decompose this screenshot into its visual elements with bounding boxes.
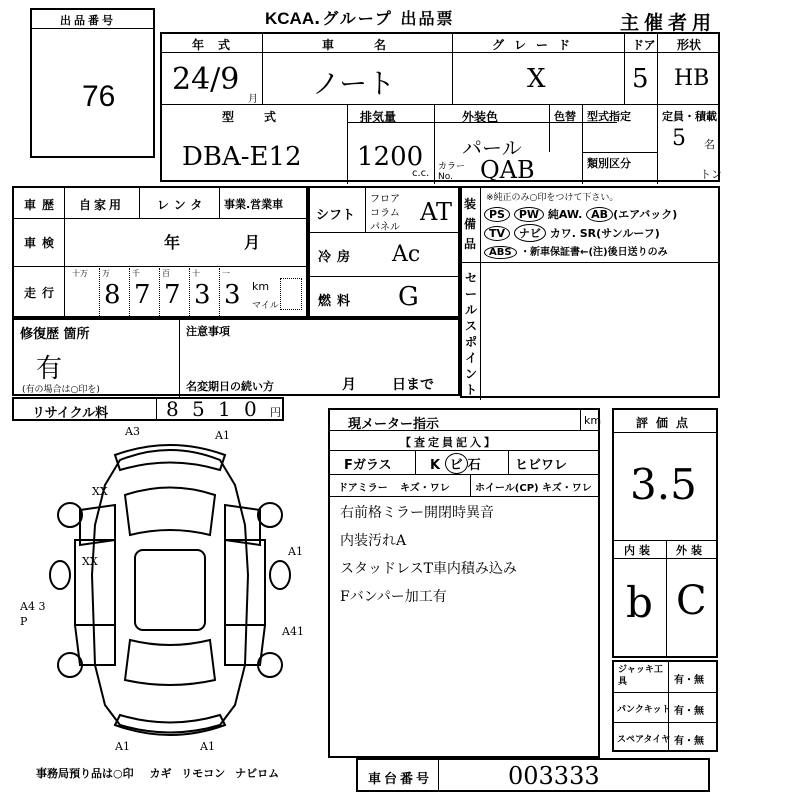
inspector-note: 右前格ミラー開閉時異音 bbox=[340, 505, 494, 521]
shift-label: シフト bbox=[316, 208, 356, 223]
digit-header: 千 bbox=[132, 269, 140, 278]
score-value: 3.5 bbox=[630, 460, 697, 509]
digit-header: 一 bbox=[222, 269, 230, 278]
name-value: ノート bbox=[312, 67, 396, 100]
diagram-mark-xx-front: XX bbox=[92, 485, 108, 498]
type-spec-label: 型式指定 bbox=[587, 110, 631, 123]
history-opt2: レンタ bbox=[157, 198, 208, 212]
wheel-options[interactable]: キズ・ワレ bbox=[542, 483, 592, 494]
history-opt3: 事業.営業車 bbox=[224, 198, 284, 211]
office-note: 事務局預り品は○印 bbox=[36, 767, 134, 780]
color-label: 外装色 bbox=[462, 110, 499, 124]
sales-point-label: セールスポイント bbox=[465, 271, 478, 397]
fuel-value: G bbox=[398, 282, 419, 312]
inspection-month: 月 bbox=[244, 233, 261, 252]
jack-label: ジャッキ工具 bbox=[618, 665, 663, 687]
digit-header: 百 bbox=[162, 269, 170, 278]
shape-value: HB bbox=[674, 66, 710, 91]
class-label: 類別区分 bbox=[587, 157, 631, 170]
diagram-mark-a1-bl: A1 bbox=[115, 740, 130, 753]
wheel-label: ホイール(CP) bbox=[475, 483, 539, 494]
shift-table bbox=[308, 186, 460, 318]
displacement-label: 排気量 bbox=[360, 110, 397, 124]
interior-value: b bbox=[626, 578, 653, 627]
airbag-text: (エアバック) bbox=[613, 208, 678, 221]
repair-table bbox=[12, 318, 460, 396]
equipment-row3 bbox=[484, 243, 668, 259]
inspector-note: 内装汚れA bbox=[340, 533, 407, 549]
diagram-mark-a41: A41 bbox=[282, 625, 304, 638]
cc-unit: c.c. bbox=[412, 168, 430, 179]
lot-number: 76 bbox=[82, 80, 116, 113]
remote-item[interactable]: リモコン bbox=[181, 767, 226, 780]
mileage-digit: 3 bbox=[194, 280, 211, 310]
mile-unit: マイル bbox=[252, 301, 279, 311]
history-label: 車歴 bbox=[24, 198, 61, 212]
mileage-digit: 7 bbox=[134, 280, 151, 310]
fuel-label: 燃料 bbox=[318, 294, 357, 309]
diagram-mark-a1-right: A1 bbox=[288, 545, 303, 558]
mileage-digit: 8 bbox=[104, 280, 121, 310]
equipment-table bbox=[460, 186, 720, 398]
year-value: 24/9 bbox=[172, 62, 240, 97]
shift-floor: フロア bbox=[370, 194, 400, 205]
chassis-label: 車台番号 bbox=[368, 772, 433, 787]
transfer-label: 名変期日の続い方 bbox=[186, 380, 274, 393]
color-value: パール bbox=[462, 136, 522, 160]
equipment-row2 bbox=[484, 224, 660, 242]
keys-item[interactable]: カギ bbox=[149, 767, 172, 780]
abs-option[interactable]: ABS bbox=[484, 246, 517, 259]
grade-label: グレード bbox=[492, 38, 581, 52]
repair-label: 修復歴 箇所 bbox=[20, 327, 90, 342]
inspector-note: Fバンパー加工有 bbox=[340, 589, 447, 605]
history-opt1: 自家用 bbox=[79, 198, 125, 212]
digit-header: 十 bbox=[192, 269, 200, 278]
model-label: 型式 bbox=[222, 110, 307, 124]
ac-value: Ac bbox=[392, 242, 421, 267]
leather-option[interactable]: カワ. bbox=[549, 227, 576, 240]
score-table bbox=[612, 408, 718, 658]
history-table bbox=[12, 186, 308, 318]
km-unit: km bbox=[252, 280, 270, 293]
diagram-mark-a1-top: A1 bbox=[215, 429, 230, 442]
inspection-label: 車検 bbox=[24, 236, 61, 250]
equipment-label: 装備品 bbox=[464, 197, 477, 251]
mileage-digit: 7 bbox=[164, 280, 181, 310]
shape-label: 形状 bbox=[677, 38, 702, 52]
exterior-label: 外装 bbox=[676, 544, 706, 557]
capacity-value: 5 bbox=[672, 126, 686, 151]
office-items bbox=[36, 765, 279, 781]
doors-label: ドア bbox=[632, 38, 656, 52]
lot-box bbox=[30, 8, 155, 158]
chassis-table bbox=[356, 758, 710, 792]
chip-label-k: K bbox=[430, 458, 441, 473]
capacity-unit-person: 名 bbox=[704, 138, 715, 151]
interior-label: 内装 bbox=[624, 544, 654, 557]
diagram-mark-p: P bbox=[20, 615, 28, 628]
diagram-mark-a3: A3 bbox=[125, 425, 140, 438]
jack-value[interactable]: 有・無 bbox=[674, 675, 704, 686]
capacity-label: 定員・積載 bbox=[662, 110, 717, 123]
lot-label: 出品番号 bbox=[60, 14, 116, 27]
digit-header: 十万 bbox=[72, 269, 88, 278]
doors-value: 5 bbox=[632, 64, 649, 94]
diagram-mark-xx-side: XX bbox=[82, 555, 98, 568]
color-no-label: カラーNo. bbox=[438, 162, 466, 182]
model-value: DBA-E12 bbox=[182, 142, 302, 172]
navi-item[interactable]: ナビロム bbox=[235, 767, 280, 780]
score-label: 評価点 bbox=[636, 416, 697, 430]
diagram-mark-a1-br: A1 bbox=[200, 740, 215, 753]
glass-label: Fガラス bbox=[344, 458, 392, 473]
vehicle-table bbox=[160, 32, 720, 182]
recycle-digit: 8 bbox=[166, 397, 179, 421]
pw-option[interactable]: PW bbox=[514, 207, 544, 222]
remarks-label: 注意事項 bbox=[186, 325, 230, 338]
equipment-note: ※純正のみ○印をつけて下さい。 bbox=[486, 193, 619, 203]
inspector-label: 【査定員記入】 bbox=[400, 436, 498, 449]
transfer-day: 日まで bbox=[392, 377, 434, 393]
shift-panel: パネル bbox=[370, 222, 400, 233]
chip-field bbox=[430, 453, 481, 474]
accessory-table bbox=[612, 660, 718, 752]
year-label: 年式 bbox=[192, 38, 245, 52]
title-rest: .グループ 出品票 bbox=[314, 9, 455, 28]
recycle-digit: 0 bbox=[244, 397, 257, 421]
meter-unit: km bbox=[584, 414, 602, 427]
exterior-value: C bbox=[676, 578, 707, 624]
recycle-unit: 円 bbox=[270, 406, 281, 419]
diagram-mark-a43: A4 3 bbox=[20, 600, 46, 613]
mileage-digit: 3 bbox=[224, 280, 241, 310]
puncture-value[interactable]: 有・無 bbox=[674, 706, 704, 717]
warranty-note: ・新車保証書←(注)後日送りのみ bbox=[520, 247, 668, 258]
spare-value[interactable]: 有・無 bbox=[674, 736, 704, 747]
title-brand: KCAA bbox=[265, 9, 315, 28]
inspection-year: 年 bbox=[164, 233, 181, 252]
ps-option[interactable]: PS bbox=[484, 207, 510, 222]
airbag-option[interactable]: AB bbox=[586, 207, 613, 222]
name-label: 車名 bbox=[322, 38, 427, 52]
mile-checkbox[interactable] bbox=[280, 278, 302, 310]
recycle-table bbox=[12, 397, 284, 421]
chip-label-stone: 石 bbox=[467, 458, 481, 473]
recycle-label: リサイクル料 bbox=[32, 406, 109, 421]
chip-circled[interactable]: ビ bbox=[445, 453, 468, 474]
alloy-wheel-option[interactable]: 純AW. bbox=[547, 208, 583, 221]
mirror-options[interactable]: キズ・ワレ bbox=[400, 483, 450, 494]
car-diagram bbox=[20, 425, 320, 755]
color-change-label: 色替 bbox=[554, 110, 576, 123]
color-no-value: QAB bbox=[480, 156, 535, 184]
digit-header: 万 bbox=[102, 269, 110, 278]
shift-column: コラム bbox=[370, 208, 400, 219]
navi-option[interactable]: ナビ bbox=[514, 224, 546, 242]
grade-value: X bbox=[527, 64, 546, 94]
inspector-note: スタッドレスT車内積み込み bbox=[340, 561, 517, 577]
capacity-unit-ton: トン bbox=[700, 168, 722, 181]
mileage-label: 走行 bbox=[24, 286, 61, 300]
sunroof-option[interactable]: SR(サンルーフ) bbox=[579, 227, 660, 240]
repair-note: (有の場合は○印を) bbox=[22, 385, 100, 395]
form-title bbox=[265, 6, 454, 29]
inspector-table bbox=[328, 408, 600, 758]
puncture-label: パンクキット bbox=[617, 705, 671, 715]
shift-value: AT bbox=[420, 198, 453, 226]
recycle-digit: 1 bbox=[218, 397, 231, 421]
repair-value: 有 bbox=[36, 354, 63, 384]
equipment-row1 bbox=[484, 206, 677, 222]
tv-option[interactable]: TV bbox=[484, 226, 510, 241]
recycle-digit: 5 bbox=[192, 397, 205, 421]
mirror-label: ドアミラー bbox=[338, 483, 388, 494]
transfer-month: 月 bbox=[342, 377, 356, 393]
spare-label: スペアタイヤ bbox=[617, 735, 671, 745]
ac-label: 冷房 bbox=[318, 250, 357, 265]
meter-label: 現メーター指示 bbox=[348, 417, 440, 432]
displacement-value: 1200 bbox=[357, 142, 424, 172]
organizer-label: 主催者用 bbox=[620, 12, 717, 34]
crack-label: ヒビワレ bbox=[515, 458, 568, 473]
month-suffix: 月 bbox=[248, 94, 258, 105]
chassis-value: 003333 bbox=[508, 762, 600, 790]
